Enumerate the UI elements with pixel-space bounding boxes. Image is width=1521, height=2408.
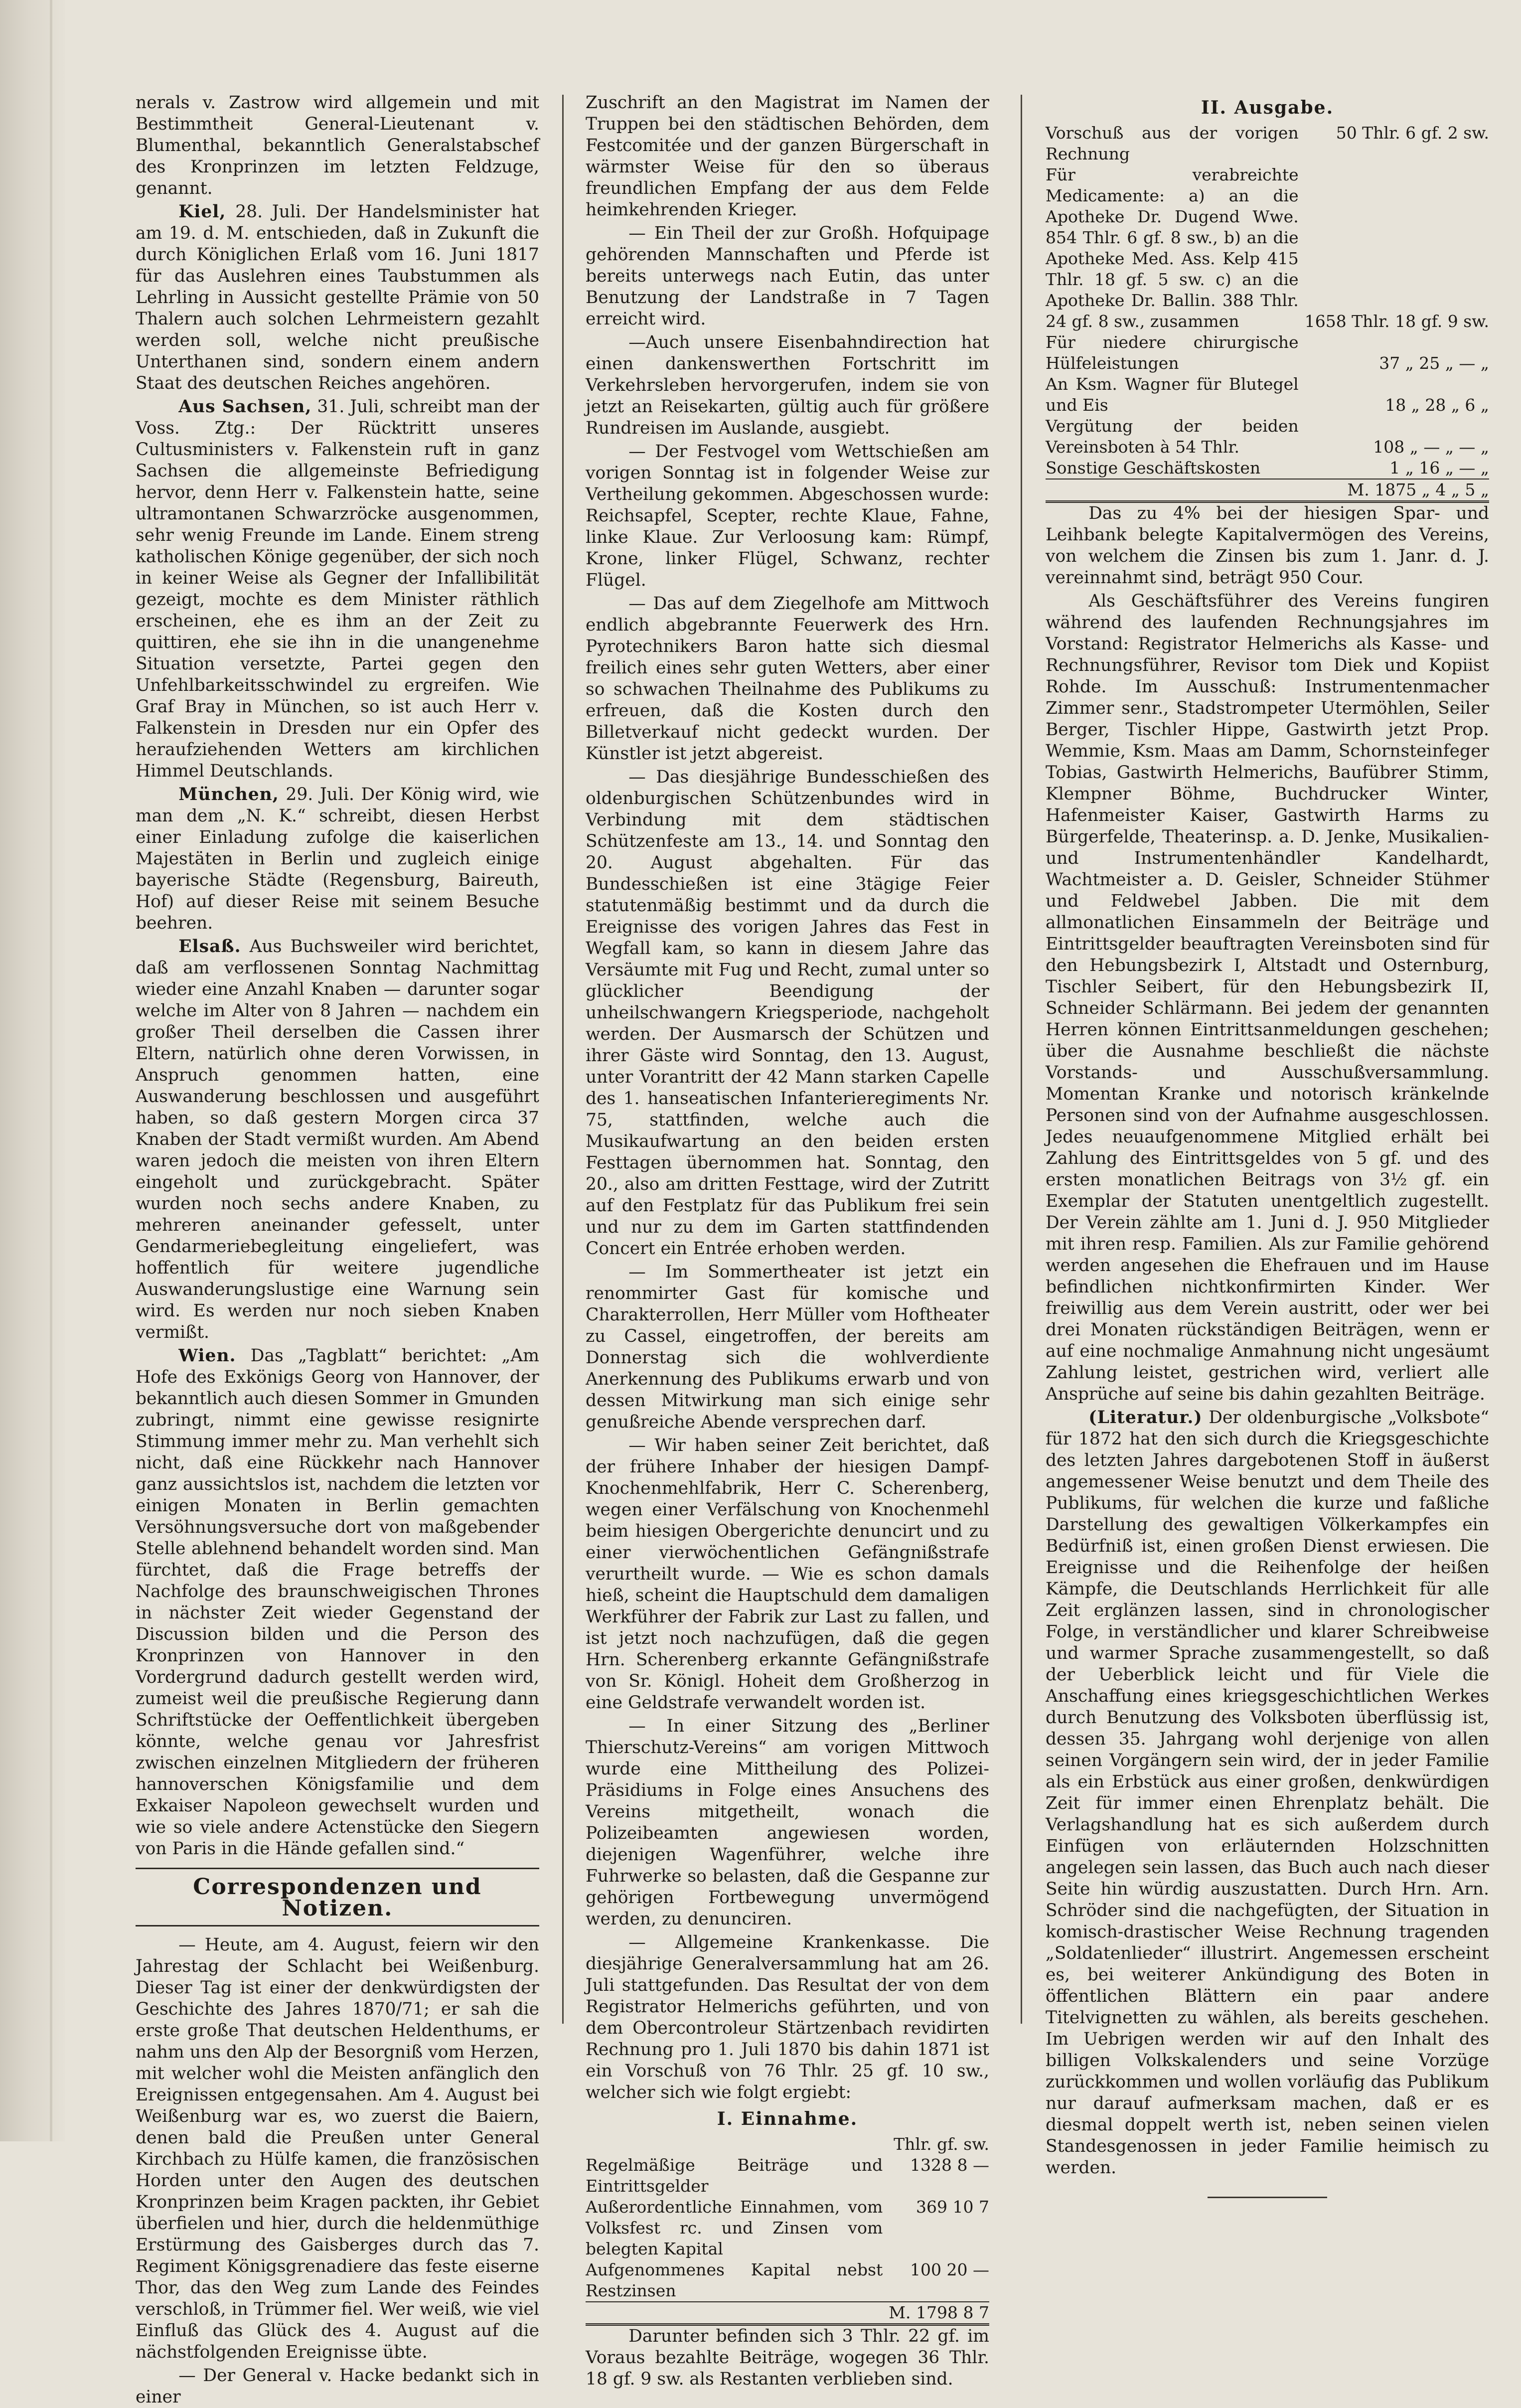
row-value: 1 „ 16 „ — „	[1389, 458, 1489, 478]
row-label: Vorschuß aus der vorigen Rechnung	[1046, 123, 1299, 163]
column-left	[136, 92, 540, 2407]
table-row	[1046, 332, 1489, 374]
article-muenchen-text: 29. Juli. Der König wird, wie man dem „N. K.“ schreibt, diesen Herbst einer Einladung zufolge die kaiserlichen Majestäten in Berlin und zugleich einige bayerische Städte (Regensburg, Baireuth, Hof) auf dieser Reise mit seinem Besuche beehren.	[136, 785, 540, 933]
row-label: Aufgenommenes Kapital nebst Restzinsen	[586, 2260, 883, 2300]
row-value: 369 10 7	[916, 2197, 989, 2217]
article-kiel-text: 28. Juli. Der Handelsminister hat am 19. d. M. entschieden, daß in Zukunft die durch Königlichen Erlaß vom 16. Juni 1817 für das Auslehren eines Taubstummen als Lehrling in Aussicht gestellte Prämie von 50 Thalern auch solchen Lehrmeistern gezahlt werden soll, welche nicht preußische Unterthanen sind, sondern einem andern Staat des deutschen Reiches angehören.	[136, 202, 539, 393]
column-right	[1046, 92, 1489, 2178]
dateline-wien: Wien.	[178, 1346, 236, 1366]
binding-fold-line	[50, 0, 52, 2141]
article-continuation: nerals v. Zastrow wird allgemein und mit Bestimmtheit General-Lieutenant v. Blumenthal, bekanntlich Generalstabschef des Kronprinzen im letzten Feldzuge, genannt.	[136, 93, 539, 198]
dateline-elsass: Elsaß.	[178, 937, 241, 957]
article-feuerwerk: — Das auf dem Ziegelhofe am Mittwoch endlich abgebrannte Feuerwerk des Hrn. Pyrotechnikers Baron hatte sich diesmal freilich eines sehr guten Wetters, aber einer so schwachen Theilnahme des Publikums zu erfreuen, daß die Kosten durch den Billetverkauf nicht gedeckt wurden. Der Künstler ist jetzt abgereist.	[586, 594, 989, 764]
article-literatur-text: Der oldenburgische „Volksbote“ für 1872 hat den sich durch die Kriegsgeschichte des letzten Jahres dargebotenen Stoff in äußerst angemessener Weise benutzt und dem Theile des Publikums, für welchen die kurze und faßliche Darstellung des gewaltigen Völkerkampfes ein Bedürfniß ist, einen großen Dienst erwiesen. Die Ereignisse und die Reihenfolge der heißen Kämpfe, die Deutschlands Herrlichkeit für alle Zeit erglänzen lassen, sind in chronologischer Folge, in verständlicher und klarer Schreibweise und warmer Sprache zusammengestellt, so daß der Ueberblick leicht und für Viele die Anschaffung eines kriegsgeschichtlichen Werkes durch Benutzung des Volksboten überflüssig ist, dessen 35. Jahrgang wohl derjenige von allen seinen Vorgängern sein wird, der in jeder Familie als ein Erbstück aus einer großen, denkwürdigen Zeit für immer einen Ehrenplatz behält. Die Verlagshandlung hat es sich außerdem durch Einfügen von erläuternden Holzschnitten angelegen sein lassen, das Buch auch nach dieser Seite hin würdig auszustatten. Durch Hrn. Arn. Schröder sind die nachgefügten, der Situation in komisch-drastischer Weise Rechnung tragenden „Soldatenlieder“ illustrirt. Angemessen erscheint es, bei weiterer Ankündigung des Boten in öffentlichen Blättern ein paar andere Titelvignetten zu wählen, als bereits geschehen. Im Uebrigen werden wir auf den Inhalt des billigen Volkskalenders und seine Vorzüge zurückkommen und wollen vorläufig das Publikum nur darauf aufmerksam machen, daß er es diesmal doppelt werth ist, neben seinen vielen Standesgenossen in jeder Familie heimisch zu werden.	[1046, 1408, 1489, 2178]
article-wien	[136, 1345, 539, 1860]
article-hofequipage: — Ein Theil der zur Großh. Hofquipage gehörenden Mannschaften und Pferde ist bereits unterwegs nach Eutin, das unter Benutzung der Landstraße in 7 Tagen erreicht wird.	[586, 223, 989, 329]
ausgabe-total: M. 1875 „ 4 „ 5 „	[1299, 479, 1489, 502]
column-rule-1	[562, 95, 564, 2024]
article-thierschutz: — In einer Sitzung des „Berliner Thierschutz-Vereins“ am vorigen Mittwoch wurde eine Mittheilung des Polizei-Präsidiums in Folge eines Ansuchens des Vereins mitgetheilt, wonach die Polizeibeamten angewiesen worden, diejenigen Wagenführer, welche ihre Fuhrwerke so belasten, daß die Gespanne zur gehörigen Fortbewegung unvermögend werden, zu denunciren.	[586, 1716, 989, 1929]
table-row	[1046, 416, 1489, 458]
einnahme-header: Thlr. gf. sw.	[894, 2134, 989, 2154]
article-weissenburg: — Heute, am 4. August, feiern wir den Jahrestag der Schlacht bei Weißenburg. Dieser Tag ist einer der denkwürdigsten der Geschichte des Jahres 1870/71; er sah die erste große That deutschen Heldenthums, er nahm uns den Alp der Besorgniß vom Herzen, mit welcher wohl die Meisten anfänglich den Ereignissen entgegensahen. Am 4. August bei Weißenburg war es, wo zuerst die Baiern, denen bald die Preußen unter General Kirchbach zu Hülfe kamen, die französischen Horden unter den Augen des deutschen Kronprinzen beim Kragen packten, ihr Gebiet überfielen und hier, durch die heldenmüthige Erstürmung des Gaisberges durch das 7. Regiment Königsgrenadiere das feste eiserne Thor, das den Weg zum Lande des Feindes verschloß, in Trümmer fiel. Wer weiß, wie viel Einfluß das Glück des 4. August auf die nächstfolgenden Ereignisse übte.	[136, 1935, 539, 2362]
literatur-label: (Literatur.)	[1088, 1408, 1203, 1428]
row-value: 50 Thlr. 6 gf. 2 sw.	[1336, 123, 1489, 143]
article-eisenbahn: —Auch unsere Eisenbahndirection hat einen dankenswerthen Fortschritt im Verkehrsleben hervorgerufen, indem sie von jetzt an Reisekarten, gültig auch für größere Rundreisen im Auslande, ausgiebt.	[586, 332, 989, 438]
column-middle	[586, 92, 989, 2389]
article-wien-text: Das „Tagblatt“ berichtet: „Am Hofe des Exkönigs Georg von Hannover, der bekanntlich auch diesen Sommer in Gmunden zubringt, nimmt eine gewisse resignirte Stimmung immer mehr zu. Man verhehlt sich nicht, daß eine Rückkehr nach Hannover ganz aussichtslos ist, nachdem die letzten vor einigen Monaten in Berlin gemachten Versöhnungsversuche dort von maßgebender Stelle ablehnend behandelt worden sind. Man fürchtet, daß die Frage betreffs der Nachfolge des braunschweigischen Thrones in nächster Zeit wieder Gegenstand der Discussion bilden und die Person des Kronprinzen von Hannover in den Vordergrund dadurch gestellt werden wird, zumeist weil die preußische Regierung dann Schriftstücke der Oeffentlichkeit übergeben könnte, welche genau vor Jahresfrist zwischen einzelnen Mitgliedern der früheren hannoverschen Königsfamilie und dem Exkaiser Napoleon gewechselt wurden und wie so viele andere Actenstücke den Siegern von Paris in die Hände gefallen sind.“	[136, 1346, 539, 1859]
row-label: Vergütung der beiden Vereinsboten à 54 Thlr.	[1046, 416, 1299, 457]
table-row	[586, 2155, 989, 2197]
section-heading: Correspondenzen und Notizen.	[136, 1868, 539, 1926]
article-hacke-continuation: Zuschrift an den Magistrat im Namen der Truppen bei den städtischen Behörden, dem Festcomitée und der ganzen Bürgerschaft in wärmster Weise für den so überaus freundlichen Empfang der aus dem Felde heimkehrenden Krieger.	[586, 93, 989, 220]
article-restanten: Darunter befinden sich 3 Thlr. 22 gf. im Voraus bezahlte Beiträge, wogegen 36 Thlr. 18 gf. 9 sw. als Restanten verblieben sind.	[586, 2326, 989, 2389]
row-value: 100 20 —	[910, 2260, 989, 2279]
article-muenchen	[136, 784, 539, 934]
einnahme-title: I. Einnahme.	[717, 2108, 858, 2129]
ausgabe-title: II. Ausgabe.	[1201, 97, 1334, 118]
ausgabe-table	[1046, 123, 1489, 503]
column-rule-2	[1021, 95, 1022, 2024]
row-value: 1328 8 —	[910, 2155, 989, 2175]
row-label: Sonstige Geschäftskosten	[1046, 458, 1261, 478]
einnahme-total: M. 1798 8 7	[883, 2302, 989, 2325]
row-value: 18 „ 28 „ 6 „	[1385, 395, 1489, 415]
table-row	[1046, 458, 1489, 479]
article-bundesschiessen: — Das diesjährige Bundesschießen des oldenburgischen Schützenbundes wird in Verbindung mit dem städtischen Schützenfeste am 13., 14. und Sonntag den 20. August abgehalten. Für das Bundesschießen ist eine 3tägige Feier statutenmäßig bestimmt und da durch die Ereignisse des vorigen Jahres das Fest in Wegfall kam, so kann in diesem Jahre das Versäumte mit Fug und Recht, zumal unter so glücklicher Beendigung der unheilschwangern Kriegsperiode, nachgeholt werden. Der Ausmarsch der Schützen und ihrer Gäste wird Sonntag, den 13. August, unter Vorantritt der 42 Mann starken Capelle des 1. hanseatischen Infanterieregiments Nr. 75, stattfinden, welche auch die Musikaufwartung an den beiden ersten Festtagen übernommen hat. Sonntag, den 20., also am dritten Festtage, wird der Zutritt auf den Festplatz für das Publikum frei sein und nur zu dem im Garten stattfindenden Concert ein Entrée erhoben werden.	[586, 767, 989, 1259]
article-hacke: — Der General v. Hacke bedankt sich in einer	[136, 2366, 539, 2407]
article-vorstand: Als Geschäftsführer des Vereins fungiren während des laufenden Rechnungsjahres im Vorstand: Registrator Helmerichs als Kasse- und Rechnungsführer, Revisor tom Diek und Kopiist Rohde. Im Ausschuß: Instrumentenmacher Zimmer senr., Stadstrompeter Utermöhlen, Seiler Berger, Tischler Hippe, Gastwirth jetzt Prop. Wemmie, Ksm. Maas am Damm, Schornsteinfeger Tobias, Gastwirth Helmerichs, Baufübrer Stimm, Klempner Böhme, Buchdrucker Winter, Hafenmeister Kaiser, Gastwirth Harms zu Bürgerfelde, Theaterinsp. a. D. Jenke, Musikalien- und Instrumentenhändler Kandelhardt, Wachtmeister a. D. Geisler, Schneider Stühmer und Feldwebel Jabben. Die mit dem allmonatlichen Einsammeln der Beiträge und Eintrittsgelder beauftragten Vereinsboten sind für den Hebungsbezirk I, Altstadt und Osternburg, Tischler Seibert, für den Hebungsbezirk II, Schneider Schlärmann. Bei jedem der genannten Herren können Eintrittsanmeldungen geschehen; über die Ausnahme beschließt die nächste Vorstands- und Ausschußversammlung. Momentan Kranke und notorisch kränkelnde Personen sind von der Aufnahme ausgeschlossen. Jedes neuaufgenommene Mitglied erhält bei Zahlung des Eintrittsgeldes von 5 gf. und des ersten monatlichen Beitrags von 3½ gf. ein Exemplar der Statuten unentgeltlich zugestellt. Der Verein zählte am 1. Juni d. J. 950 Mitglieder mit ihren resp. Familien. Als zur Familie gehörend werden angesehen die Ehefrauen und im Hause befindlichen nichtkonfirmirten Kinder. Wer freiwillig aus dem Verein austritt, oder wer bei drei Monaten rückständigen Beiträgen, wenn er auf eine nochmalige Anmahnung nicht ungesäumt Zahlung leistet, gestrichen wird, verliert alle Ansprüche auf seine bis dahin gezahlten Beiträge.	[1046, 591, 1489, 1404]
row-value: 108 „ — „ — „	[1373, 437, 1489, 457]
einnahme-table	[586, 2134, 989, 2326]
article-sachsen	[136, 396, 539, 782]
dateline-muenchen: München,	[178, 785, 279, 804]
table-row	[586, 2197, 989, 2259]
row-label: An Ksm. Wagner für Blutegel und Eis	[1046, 374, 1299, 415]
table-total-row	[1046, 479, 1489, 502]
end-rule	[1208, 2197, 1327, 2198]
article-kapitalvermoegen: Das zu 4% bei der hiesigen Spar- und Leihbank belegte Kapitalvermögen des Vereins, von welchem die Zinsen bis zum 1. Janr. d. J. vereinnahmt sind, beträgt 950 Cour.	[1046, 503, 1489, 588]
table-row	[586, 2259, 989, 2302]
article-elsass	[136, 936, 539, 1343]
article-krankenkasse: — Allgemeine Krankenkasse. Die diesjährige Generalversammlung hat am 26. Juli stattgefunden. Das Resultat der von dem Registrator Helmerichs geführten, und von dem Obercontroleur Stärtzenbach revidirten Rechnung pro 1. Juli 1870 bis dahin 1871 ist ein Vorschuß von 76 Thlr. 25 gf. 10 sw., welcher sich wie folgt ergiebt:	[586, 1932, 989, 2102]
page-binding-shadow	[0, 0, 65, 2141]
row-value: 37 „ 25 „ — „	[1379, 353, 1489, 373]
article-festvogel: — Der Festvogel vom Wettschießen am vorigen Sonntag ist in folgender Weise zur Vertheilung gekommen. Abgeschossen wurde: Reichsapfel, Scepter, rechte Klaue, Fahne, linke Klaue. Zur Verloosung kam: Rümpf, Krone, linker Flügel, Schwanz, rechter Flügel.	[586, 442, 989, 590]
article-sachsen-text: 31. Juli, schreibt man der Voss. Ztg.: Der Rücktritt unseres Cultusministers v. Falkenstein ruft in ganz Sachsen die allgemeinste Befriedigung hervor, denn Herr v. Falkenstein hatte, seine ultramontanen Schwarzröcke ausgenommen, sehr wenig Freunde im Lande. Einem streng katholischen Könige gegenüber, der sich noch in keiner Weise als Gegner der Infallibilität gezeigt, mochte es dem Minister räthlich erscheinen, ehe es ihm an der Zeit zu quittiren, ehe sie ihn in die unangenehme Situation versetzte, Partei gegen den Unfehlbarkeitsschwindel zu ergreifen. Wie Graf Bray in München, so ist auch Herr v. Falkenstein in Dresden nur ein Opfer des heraufziehenden Wetters am kirchlichen Himmel Deutschlands.	[136, 397, 540, 781]
table-row	[1046, 123, 1489, 164]
article-sommertheater: — Im Sommertheater ist jetzt ein renommirter Gast für komische und Charakterrollen, Herr Müller vom Hoftheater zu Cassel, eingetroffen, der bereits am Donnerstag sich die wohlverdiente Anerkennung des Publikums erwarb und von dessen Mitwirkung man sich einige sehr genußreiche Abende versprechen darf.	[586, 1262, 989, 1432]
row-label: Für niedere chirurgische Hülfeleistungen	[1046, 332, 1299, 373]
table-total-row	[586, 2302, 989, 2325]
dateline-kiel: Kiel,	[178, 202, 226, 222]
article-elsass-text: Aus Buchsweiler wird berichtet, daß am verflossenen Sonntag Nachmittag wieder eine Anzahl Knaben — darunter sogar welche im Alter von 8 Jahren — nachdem ein großer Theil derselben die Cassen ihrer Eltern, natürlich ohne deren Vorwissen, in Anspruch genommen hatten, eine Auswanderung beschlossen und ausgeführt haben, so daß gestern Morgen circa 37 Knaben der Stadt vermißt wurden. Am Abend waren jedoch die meisten von ihren Eltern eingeholt und zurückgebracht. Später wurden noch sechs andere Knaben, zu mehreren aneinander gefesselt, unter Gendarmeriebegleitung eingeliefert, was hoffentlich für weitere jugendliche Auswanderungslustige eine Warnung sein wird. Es werden nur noch sieben Knaben vermißt.	[136, 937, 539, 1342]
dateline-sachsen: Aus Sachsen,	[178, 397, 312, 417]
article-literatur	[1046, 1407, 1489, 2179]
row-label: Regelmäßige Beiträge und Eintrittsgelder	[586, 2155, 883, 2196]
row-value: 1658 Thlr. 18 gf. 9 sw.	[1304, 312, 1489, 331]
row-label: Außerordentliche Einnahmen, vom Volksfest rc. und Zinsen vom belegten Kapital	[586, 2197, 883, 2258]
table-row	[1046, 374, 1489, 416]
row-label: Für verabreichte Medicamente: a) an die Apotheke Dr. Dugend Wwe. 854 Thlr. 6 gf. 8 sw., b) an die Apotheke Med. Ass. Kelp 415 Thlr. 18 gf. 5 sw. c) an die Apotheke Dr. Ballin. 388 Thlr. 24 gf. 8 sw., zusammen	[1046, 165, 1299, 331]
article-knochenmehlfabrik: — Wir haben seiner Zeit berichtet, daß der frühere Inhaber der hiesigen Dampf-Knochenmehlfabrik, Herr C. Scherenberg, wegen einer Verfälschung von Knochenmehl beim hiesigen Obergerichte denuncirt und zu einer vierwöchentlichen Gefängnißstrafe verurtheilt wurde. — Wie es schon damals hieß, scheint die Hauptschuld dem damaligen Werkführer der Fabrik zur Last zu fallen, und ist jetzt noch nachzufügen, daß die gegen Hrn. Scherenberg erkannte Gefängnißstrafe von Sr. Königl. Hoheit dem Großherzog in eine Geldstrafe verwandelt worden ist.	[586, 1436, 989, 1713]
table-row	[1046, 164, 1489, 332]
article-kiel	[136, 201, 539, 394]
